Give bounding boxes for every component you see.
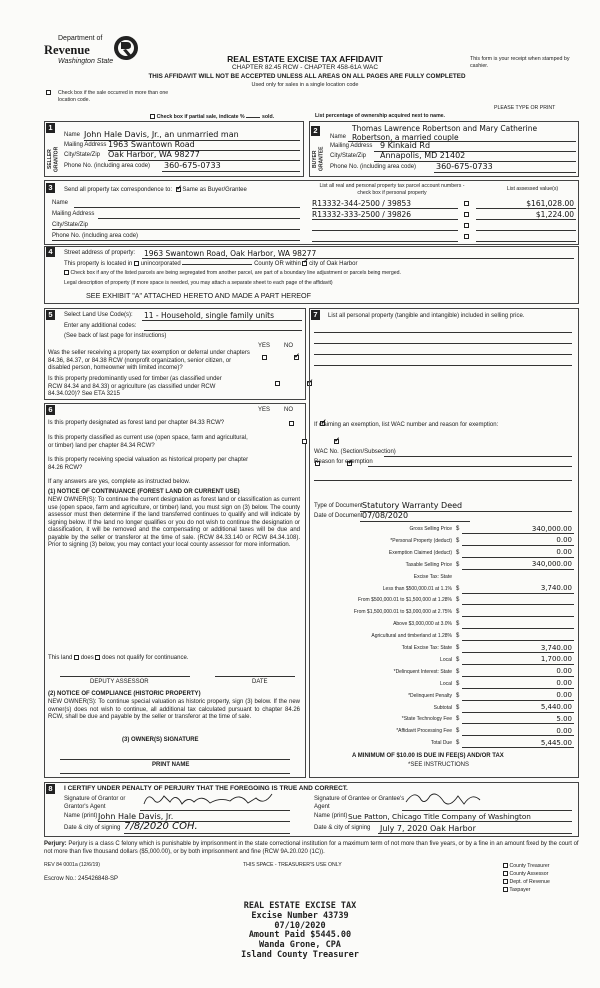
buyer-phone-label: Phone No. (including area code): [330, 164, 417, 170]
tax-line-value[interactable]: 0.00: [556, 548, 572, 557]
see-instructions: *SEE INSTRUCTIONS: [408, 762, 470, 768]
buyer-addr-row: [330, 143, 576, 151]
seller-phone-value[interactable]: 360-675-0733: [164, 161, 221, 170]
assessed-value[interactable]: $1,224.00: [535, 210, 574, 219]
personal-property-checkbox[interactable]: [464, 201, 469, 206]
land-use-label: Select Land Use Code(s):: [64, 312, 133, 318]
grantor-date-label: Date & city of signing: [64, 825, 121, 831]
section-5-badge: 5: [46, 310, 55, 321]
treasurer-receipt-stamp: [190, 902, 410, 961]
copies-list: [503, 862, 550, 894]
tax-line-label: *Delinquent Penalty: [408, 692, 452, 699]
stamp-line: Island County Treasurer: [241, 949, 359, 960]
grantor-sig-label: Signature of Grantor or Grantor's Agent: [64, 796, 126, 810]
buyer-city-row: [330, 153, 576, 161]
section-4-badge: 4: [46, 247, 55, 258]
corr-addr-line: [98, 218, 300, 219]
buyer-name-label: Name: [330, 134, 347, 140]
deputy-line: [60, 676, 190, 677]
reason-field-2[interactable]: [314, 480, 572, 481]
segregated-row: [64, 270, 574, 277]
form-warning: THIS AFFIDAVIT WILL NOT BE ACCEPTED UNLESS ALL AREAS ON ALL PAGES ARE FULLY COMPLETED: [148, 73, 466, 80]
parcel-line-1: [312, 208, 458, 209]
additional-codes-line: [144, 330, 302, 331]
grantor-date-value[interactable]: 7/8/2020 COH.: [124, 821, 198, 832]
treasurer-use-only: THIS SPACE - TREASURER'S USE ONLY: [243, 862, 342, 868]
tax-line-label: *Delinquent Interest: State: [393, 668, 452, 675]
city-of-label: city of Oak Harbor: [309, 261, 358, 267]
tax-line-label: Exemption Claimed (deduct): [388, 549, 452, 556]
s5-q2-yes-checkbox[interactable]: [275, 381, 280, 386]
notice1-title: (1) NOTICE OF CONTINUANCE (FOREST LAND OR CURRENT USE): [48, 489, 240, 495]
personal-property-line[interactable]: [314, 332, 572, 333]
grantor-print-label: Name (print): [64, 813, 98, 819]
buyer-addr-value[interactable]: 9 Kinkaid Rd: [380, 141, 431, 150]
receipt-note: This form is your receipt when stamped by cashier.: [470, 56, 570, 69]
certify-statement: I CERTIFY UNDER PENALTY OF PERJURY THAT THE FOREGOING IS TRUE AND CORRECT.: [64, 785, 348, 792]
s5-q1-no-checkbox[interactable]: [294, 355, 299, 360]
value-line-3: [476, 230, 576, 231]
street-row: [64, 250, 574, 258]
s6-q2-text: Is this property classified as current use (open space, farm and agricultural, or timber) land per chapter 84.34 RCW?: [48, 435, 248, 449]
buyer-addr-label: Mailing Address: [330, 143, 373, 149]
perjury-text: Perjury is a class C felony which is punishable by imprisonment in the state correctional institution for a maximum term of not more than five years, or by a fine in an amount fixed by the court of not more than five thousand dollars ($5,000.00), or by both imprisonment and fine (RCW 9A.20.020 (1C)).: [44, 841, 579, 855]
legal-description-value[interactable]: SEE EXHIBIT "A" ATTACHED HERETO AND MADE A PART HEREOF: [86, 291, 312, 300]
buyer-phone-row: [330, 164, 576, 172]
copy-label: County Assessor: [509, 871, 549, 877]
tax-line-value[interactable]: 3,740.00: [540, 643, 572, 652]
deputy-date-line: [215, 676, 295, 677]
tax-line-dollar: $: [456, 561, 460, 568]
value-line-2: [476, 219, 576, 220]
doc-date-line: [360, 521, 470, 522]
unincorporated-checkbox[interactable]: [134, 261, 139, 266]
see-back-note: (See back of last page for instructions): [64, 333, 167, 339]
grantee-date-row: [314, 825, 576, 833]
tax-line-label: Gross Selling Price: [409, 526, 452, 532]
tax-line-value[interactable]: 340,000.00: [531, 560, 572, 569]
partial-sale-label: Check box if partial sale, indicate %: [156, 114, 245, 120]
does-checkbox[interactable]: [74, 655, 79, 660]
county-line: [182, 260, 252, 265]
escrow-value: 245426848-SP: [78, 876, 119, 882]
personal-property-checkbox[interactable]: [464, 223, 469, 228]
section-2-badge: 2: [311, 126, 320, 137]
rev-number: REV 84 0001a (12/6/19): [44, 862, 100, 868]
tax-line-label: Less than $500,000.01 at 1.1%: [382, 585, 452, 592]
logo-text-revenue: Revenue: [44, 43, 90, 57]
seller-city-row: [64, 152, 300, 160]
section-3-badge: 3: [46, 183, 55, 194]
tax-line-label: Total Excise Tax: State: [401, 645, 452, 651]
tax-line-rule: [462, 640, 574, 641]
form-subtitle: CHAPTER 82.45 RCW - CHAPTER 458-61A WAC: [231, 64, 379, 71]
seller-phone-row: [64, 163, 300, 171]
grantee-print-row: [314, 813, 576, 821]
wac-label: WAC No. (Section/Subsection): [314, 449, 396, 455]
reason-label: Reason for exemption: [314, 459, 373, 465]
corr-city-label: City/State/Zip: [52, 222, 89, 228]
stamp-line: REAL ESTATE EXCISE TAX: [243, 901, 357, 911]
grantee-sig-label: Signature of Grantee or Grantee's Agent: [314, 796, 405, 810]
s6-q2-yes-checkbox[interactable]: [302, 439, 307, 444]
corr-name-line: [74, 207, 300, 208]
parcel-line-4: [312, 241, 458, 242]
segregated-checkbox[interactable]: [64, 270, 69, 275]
copy-item: [503, 862, 550, 870]
within-city-checkbox[interactable]: [302, 261, 307, 266]
buyer-name-value[interactable]: Thomas Lawrence Robertson and Mary Catherine Robertson, a married couple: [352, 124, 538, 142]
dor-emblem-icon: [112, 34, 140, 62]
copy-checkbox[interactable]: [503, 863, 508, 868]
seller-name-label: Name: [64, 132, 81, 138]
section-8-badge: 8: [46, 784, 55, 795]
multi-location-checkbox[interactable]: [46, 90, 51, 95]
single-location-note: Used only for sales in a single location code: [251, 82, 359, 88]
doc-type-label: Type of Document: [314, 503, 363, 509]
multi-location-row: [46, 90, 186, 103]
parcel-header: List all real and personal property tax parcel account numbers - check box if personal property: [319, 183, 465, 196]
tax-line-value[interactable]: 0.00: [556, 691, 572, 700]
value-header: List assessed value(s): [506, 186, 559, 192]
partial-sale-checkbox[interactable]: [150, 114, 155, 119]
tax-line-label: From $500,000.01 to $1,500,000 at 1.28%: [358, 597, 452, 604]
corr-addr-label: Mailing Address: [52, 211, 95, 217]
copy-checkbox[interactable]: [503, 871, 508, 876]
form-title: REAL ESTATE EXCISE TAX AFFIDAVIT: [227, 54, 383, 64]
exemption-label: If claiming an exemption, list WAC number and reason for exemption:: [314, 422, 499, 428]
grantee-print-label: Name (print): [314, 813, 348, 819]
corr-name-label: Name: [52, 200, 69, 206]
street-value[interactable]: 1963 Swantown Road, Oak Harbor, WA 98277: [144, 249, 317, 258]
tax-line-dollar: $: [456, 526, 460, 532]
buyer-city-label: City/State/Zip: [330, 153, 367, 159]
segregated-label: Check box if any of the listed parcels are being segregated from another parcel, are part of a boundary line adjustment or parcels being merged.: [70, 270, 401, 276]
parcel-line-3: [312, 230, 458, 231]
this-land-label: This land: [48, 655, 73, 662]
legal-description-label: Legal description of property (if more space is needed, you may attach a separate sheet to each page of the affidavit): [64, 280, 333, 286]
tax-line-dollar: $: [456, 621, 460, 628]
doc-date-value[interactable]: 07/08/2020: [362, 511, 409, 520]
print-name-line: [60, 773, 290, 774]
tax-line-value[interactable]: 0.00: [556, 726, 572, 735]
copy-label: Dept. of Revenue: [509, 879, 550, 885]
personal-property-checkbox[interactable]: [464, 234, 469, 239]
tax-line-label: Taxable Selling Price: [405, 561, 452, 568]
perjury-notice: [44, 841, 579, 856]
copy-item: [503, 886, 550, 894]
tax-line-value[interactable]: 5,440.00: [540, 703, 572, 711]
does-not-checkbox[interactable]: [95, 655, 100, 660]
notice1-body: NEW OWNER(S): To continue the current designation as forest land or classification as current use (open space, farm and agriculture, or timber) land, you must sign on (3) below. The county assessor must then determine if the land transferred continues to qualify and will indicate by signing below. If the land no longer qualifies or you do not wish to continue the designation or classification, it will be removed and the compensating or additional taxes will be due and payable by the seller or transferor at the time of sale. (RCW 84.33.140 or RCW 84.34.108). Prior to signing (3) below, you may contact your local county assessor for more information.: [48, 497, 300, 548]
section-6-badge: 6: [46, 405, 55, 416]
s5-q2-text: Is this property predominantly used for timber (as classified under RCW 84.34 and 84.33) or agriculture (as classified under RCW 84.34.020)? See ETA 3215: [48, 376, 222, 397]
additional-codes-label: Enter any additional codes:: [64, 323, 137, 329]
copy-label: Taxpayer: [509, 887, 531, 893]
tax-line-dollar: $: [456, 633, 460, 640]
seller-phone-label: Phone No. (including area code): [64, 163, 151, 169]
tax-line-dollar: $: [456, 704, 460, 711]
grantee-print-value[interactable]: Sue Patton, Chicago Title Company of Washington: [348, 812, 531, 821]
tax-line-label: *Personal Property (deduct): [390, 537, 452, 544]
tax-line-label: Subtotal: [433, 704, 452, 711]
copy-label: County Treasurer: [509, 863, 550, 869]
seller-addr-value[interactable]: 1963 Swantown Road: [108, 140, 195, 149]
owner-signature-line: [60, 759, 290, 760]
send-correspondence-row: [64, 187, 304, 195]
sold-label: sold.: [261, 114, 275, 120]
perjury-label: Perjury:: [44, 841, 67, 847]
buyer-side-label: BUYER GRANTEE: [312, 146, 325, 172]
please-type: PLEASE TYPE OR PRINT: [494, 105, 556, 111]
county-or-label: County OR within: [254, 261, 301, 267]
tax-line-value[interactable]: 340,000.00: [531, 524, 572, 533]
doc-type-row: [314, 503, 572, 511]
tax-line-dollar: $: [456, 645, 460, 651]
s6-q1-yes-checkbox[interactable]: [289, 421, 294, 426]
seller-addr-label: Mailing Address: [64, 142, 107, 148]
tax-line-dollar: $: [456, 537, 460, 544]
tax-line-dollar: $: [456, 609, 460, 616]
stamp-line: Wanda Grone, CPA: [259, 940, 341, 951]
qualify-row: [48, 655, 188, 663]
personal-property-label: List all personal property (tangible and intangible) included in selling price.: [328, 313, 525, 319]
street-label: Street address of property:: [64, 250, 136, 256]
s6-no-header: NO: [284, 407, 293, 413]
s5-no-header: NO: [284, 343, 293, 349]
buyer-city-value[interactable]: Annapolis, MD 21402: [380, 151, 466, 160]
located-row: [64, 260, 574, 269]
grantee-date-label: Date & city of signing: [314, 825, 371, 831]
grantee-date-line: [378, 833, 572, 834]
tax-line-label: *Affidavit Processing Fee: [396, 728, 452, 735]
does-not-label: does not qualify for continuance.: [102, 655, 189, 662]
notice2-body: NEW OWNER(S): To continue special valuation as historic property, sign (3) below. If the new owner(s) does not wish to continue, all additional tax calculated pursuant to chapter 84.26 RCW, shall be due and payable by the seller or transferor at the time of sale.: [48, 699, 300, 720]
parcel-number[interactable]: R13332-344-2500 / 39853: [312, 199, 412, 208]
tax-line-label: Agricultural and timberland at 1.28%: [371, 633, 452, 640]
s6-q1-text: Is this property designated as forest land per chapter 84.33 RCW?: [48, 420, 225, 426]
grantor-date-row: [64, 821, 300, 833]
land-use-row: [64, 312, 302, 320]
grantor-sig-line: [140, 810, 290, 811]
copy-checkbox[interactable]: [503, 887, 508, 892]
tax-line-rule: [462, 604, 574, 605]
personal-property-line[interactable]: [314, 354, 572, 355]
tax-line-value[interactable]: 0.00: [556, 536, 572, 545]
copy-checkbox[interactable]: [503, 879, 508, 884]
section-1-badge: 1: [46, 123, 55, 134]
tax-line-dollar: $: [456, 585, 460, 592]
section-7-badge: 7: [311, 310, 320, 321]
tax-line-dollar: $: [456, 716, 460, 723]
grantor-print-value[interactable]: John Hale Davis, Jr.: [98, 812, 174, 821]
tax-line-dollar: $: [456, 549, 460, 556]
doc-type-value[interactable]: Statutory Warranty Deed: [362, 501, 463, 510]
value-line-1: [476, 208, 576, 209]
land-use-line: [142, 320, 302, 321]
tax-line-rule: [462, 628, 574, 629]
same-as-buyer-checkbox[interactable]: [176, 187, 181, 192]
notice2-title: (2) NOTICE OF COMPLIANCE (HISTORIC PROPERTY): [48, 691, 201, 697]
send-correspondence-label: Send all property tax correspondence to:: [64, 187, 173, 194]
tax-line-value[interactable]: 5.00: [556, 714, 572, 723]
s6-if-yes: If any answers are yes, complete as instructed below.: [48, 479, 191, 485]
corr-phone-label: Phone No. (including area code): [52, 233, 139, 239]
grantor-date-line: [124, 833, 290, 834]
tax-line-value[interactable]: 1,700.00: [540, 655, 572, 664]
seller-name-row: [64, 132, 300, 140]
deputy-date-label: DATE: [252, 679, 268, 685]
reason-field[interactable]: [368, 466, 572, 467]
tax-line-label: Above $3,000,000 at 3.0%: [393, 621, 452, 628]
assessed-value[interactable]: $161,028.00: [526, 199, 574, 208]
grantor-signature[interactable]: [140, 788, 280, 810]
grantee-print-line: [348, 821, 572, 822]
tax-line-dollar: $: [456, 656, 460, 663]
seller-addr-row: [64, 142, 300, 150]
grantee-signature[interactable]: [400, 788, 490, 810]
located-label: This property is located in: [64, 261, 133, 267]
copy-item: [503, 870, 550, 878]
unincorporated-label: unincorporated: [140, 261, 181, 267]
value-line-4: [476, 241, 576, 242]
grantor-print-row: [64, 813, 300, 821]
tax-line-dollar: $: [456, 668, 460, 675]
buyer-name-row: [330, 124, 576, 142]
seller-phone-line: [162, 171, 300, 172]
tax-line-dollar: $: [456, 740, 460, 747]
buyer-phone-value[interactable]: 360-675-0733: [436, 162, 493, 171]
tax-line-dollar: $: [456, 680, 460, 687]
stamp-line: Excise Number 43739: [251, 910, 349, 921]
tax-line-value[interactable]: 3,740.00: [540, 584, 572, 592]
s5-yes-header: YES: [258, 343, 271, 349]
escrow-label: Escrow No.:: [44, 876, 77, 882]
list-pct-note: List percentage of ownership acquired next to name.: [315, 113, 446, 119]
corr-phone-line: [52, 240, 300, 241]
wac-field[interactable]: [384, 456, 572, 457]
stamp-line: Amount Paid $5445.00: [248, 930, 352, 941]
tax-line-label: Excise Tax: State: [413, 573, 452, 580]
seller-city-value[interactable]: Oak Harbor, WA 98277: [108, 150, 200, 159]
buyer-phone-line: [434, 172, 576, 173]
tax-line-label: From $1,500,000.01 to $3,000,000 at 2.75%: [353, 609, 452, 616]
tax-line-rule: [462, 616, 574, 617]
same-as-buyer-label: Same as Buyer/Grantee: [182, 187, 247, 194]
corr-city-line: [52, 229, 300, 230]
tax-line-label: *State Technology Fee: [401, 716, 452, 723]
s6-q3-text: Is this property receiving special valuation as historical property per chapter 84.26 RCW?: [48, 457, 249, 471]
deputy-label: DEPUTY ASSESSOR: [90, 679, 149, 685]
grantee-date-value[interactable]: July 7, 2020 Oak Harbor: [380, 824, 476, 833]
personal-property-line[interactable]: [314, 365, 572, 366]
print-name-label: PRINT NAME: [152, 762, 190, 768]
tax-line-dollar: $: [456, 728, 460, 735]
multi-location-label: Check box if the sale occurred in more than one location code.: [58, 90, 169, 103]
tax-line-dollar: $: [456, 692, 460, 699]
land-use-value[interactable]: 11 - Household, single family units: [144, 311, 275, 320]
tax-line-label: Total Due: [430, 740, 452, 747]
tax-calculation-table: [314, 523, 576, 750]
tax-line-value[interactable]: 0.00: [556, 679, 572, 688]
parcel-line-2: [312, 219, 458, 220]
partial-pct-field[interactable]: [246, 112, 260, 118]
seller-city-label: City/State/Zip: [64, 152, 101, 158]
dor-logo: [36, 34, 146, 72]
parcel-number[interactable]: R13332-333-2500 / 39826: [312, 210, 412, 219]
owner-signature-label: (3) OWNER(S) SIGNATURE: [122, 737, 199, 743]
logo-text-dept: Department of: [58, 35, 103, 42]
seller-name-value[interactable]: John Hale Davis, Jr., an unmarried man: [84, 130, 239, 139]
tax-line-value[interactable]: 5,445.00: [540, 738, 572, 747]
street-line: [142, 258, 574, 259]
does-label: does: [80, 655, 94, 662]
s5-q1-yes-checkbox[interactable]: [262, 355, 267, 360]
doc-date-row: [314, 513, 572, 521]
personal-property-checkbox[interactable]: [464, 212, 469, 217]
grantee-sig-line: [402, 810, 572, 811]
s6-yes-header: YES: [258, 407, 271, 413]
escrow-row: [44, 876, 118, 884]
tax-line-dollar: $: [456, 597, 460, 604]
seller-side-label: SELLER GRANTOR: [47, 146, 60, 172]
tax-line-label: Local: [440, 656, 452, 663]
minimum-fee-note: A MINIMUM OF $10.00 IS DUE IN FEE(S) AND/OR TAX: [352, 753, 504, 759]
stamp-line: 07/10/2020: [274, 920, 326, 931]
s5-q1-text: Was the seller receiving a property tax exemption or deferral under chapters 84.36, 84.37, or 84.38 RCW (nonprofit organization, senior citizen, or disabled person, homeowner with limited income)?: [48, 350, 250, 371]
tax-line-label: Local: [440, 680, 452, 687]
personal-property-line[interactable]: [314, 343, 572, 344]
doc-date-label: Date of Document: [314, 513, 363, 519]
tax-line-value[interactable]: 0.00: [556, 667, 572, 676]
logo-text-state: Washington State: [58, 58, 114, 65]
copy-item: [503, 878, 550, 886]
